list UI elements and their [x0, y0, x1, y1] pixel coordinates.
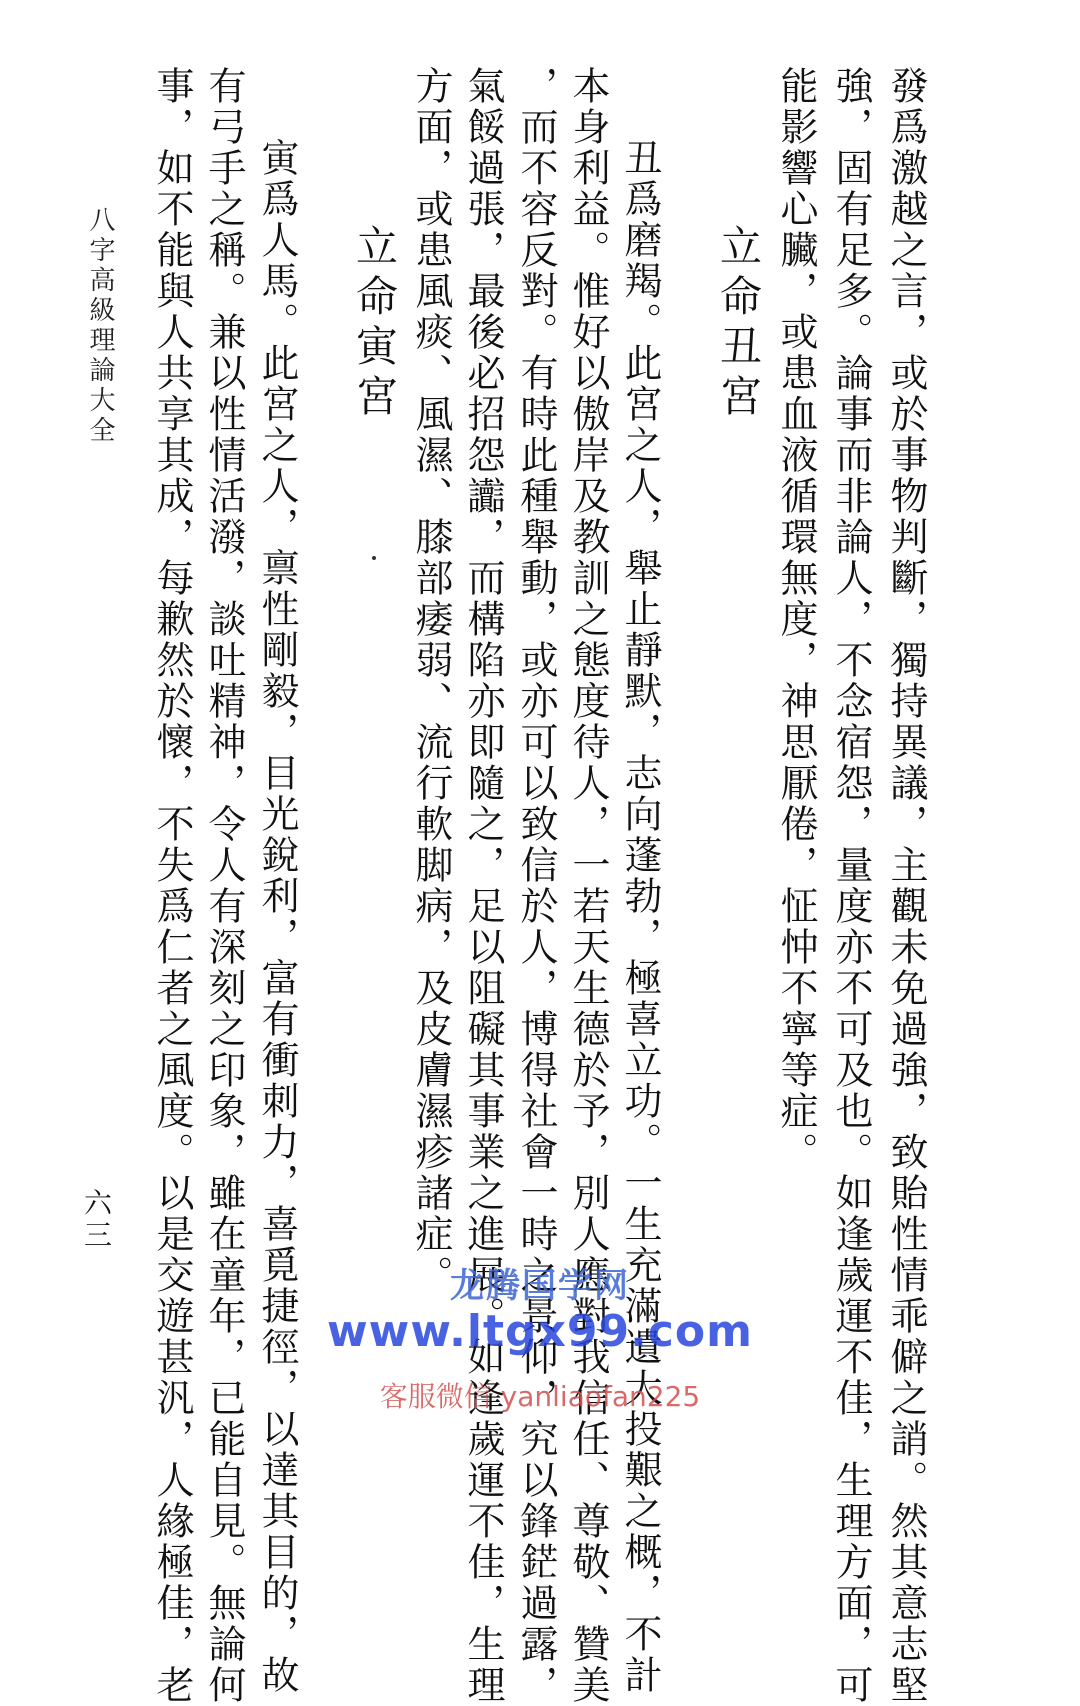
watermark-site-name: 龙腾国学网	[450, 1266, 630, 1306]
text-column-8: 方面，或患風痰、風濕、膝部痿弱、流行軟脚病，及皮膚濕疹諸症。	[409, 66, 453, 1296]
watermark-contact: 客服微信 yanliaofan225	[379, 1380, 701, 1413]
text-column-5: 本身利益。惟好以傲岸及教訓之態度待人，一若天生德於予，別人應對我信任、尊敬、贊美	[566, 66, 610, 1706]
watermark-url[interactable]: www.ltgx99.com	[327, 1306, 753, 1357]
text-column-11: 事，如不能與人共享其成，每歉然於懷，不失爲仁者之風度。以是交遊甚汎，人緣極佳，老	[150, 66, 194, 1706]
section-heading-yin: 立命寅宮	[350, 224, 399, 424]
text-column-1: 發爲激越之言，或於事物判斷，獨持異議，主觀未免過強，致貽性情乖僻之誚。然其意志堅	[884, 66, 928, 1706]
page-number: 六三	[80, 1188, 113, 1252]
text-column-4: 丑爲磨羯。此宮之人，舉止靜默，志向蓬勃，極喜立功。一生充滿遺大投艱之概，不計	[618, 138, 662, 1696]
text-column-6: ，而不容反對。有時此種舉動，或亦可以致信於人，博得社會一時之景仰，究以鋒鋩過露，	[514, 66, 558, 1706]
text-column-3: 能影響心臟，或患血液循環無度，神思厭倦，怔忡不寧等症。	[774, 66, 818, 1173]
print-speck	[372, 556, 376, 560]
text-column-10: 有弓手之稱。兼以性情活潑，談吐精神，令人有深刻之印象，雖在童年，已能自見。無論何	[202, 66, 246, 1706]
text-column-9: 寅爲人馬。此宮之人，禀性剛毅，目光銳利，富有衝刺力，喜覓捷徑，以達其目的，故	[255, 138, 299, 1696]
text-column-2: 強，固有足多。論事而非論人，不念宿怨，量度亦不可及也。如逢歲運不佳，生理方面，可	[829, 66, 873, 1706]
section-heading-chou: 立命丑宮	[714, 224, 763, 424]
text-column-7: 氣餒過張，最後必招怨讟，而構陷亦即隨之，足以阻礙其事業之進展。如逢歲運不佳，生理	[461, 66, 505, 1706]
running-head: 八字高級理論大全	[85, 206, 115, 446]
